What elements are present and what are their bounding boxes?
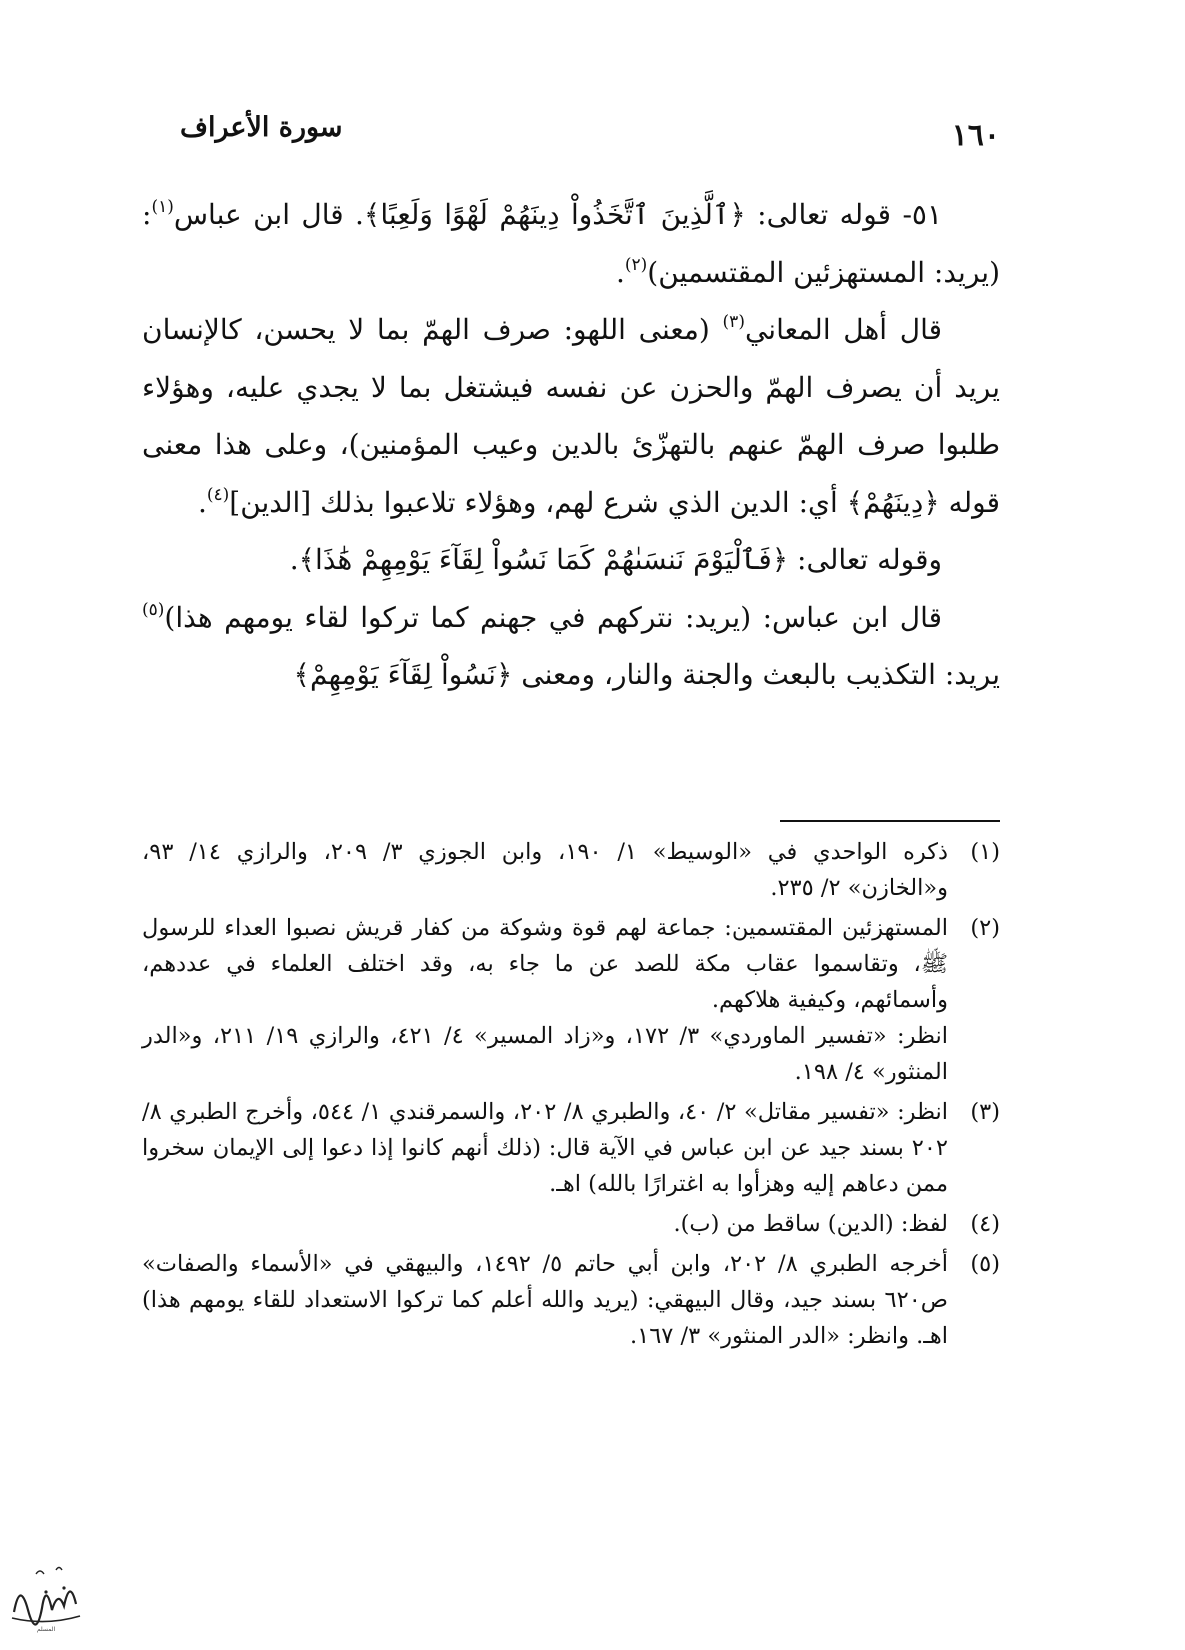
footnote-text: لفظ: (الدين) ساقط من (ب). xyxy=(673,1211,948,1237)
footnote-1 xyxy=(142,834,1000,906)
footnote-2 xyxy=(142,910,1000,1090)
footnote-3 xyxy=(142,1094,1000,1202)
footnote-number: (١) xyxy=(970,839,1000,865)
page-number: ١٦٠ xyxy=(951,118,1000,153)
footnote-number: (٣) xyxy=(970,1099,1000,1125)
footnote-5 xyxy=(142,1246,1000,1354)
footnote-text: ذكره الواحدي في «الوسيط» ١/ ١٩٠، وابن الجوزي ٣/ ٢٠٩، والرازي ١٤/ ٩٣، و«الخازن» ٢/ ٢٣٥. xyxy=(142,839,949,901)
footnote-number: (٢) xyxy=(970,915,1000,941)
footnote-text: أخرجه الطبري ٨/ ٢٠٢، وابن أبي حاتم ٥/ ١٤٩٢، والبيهقي في «الأسماء والصفات» ص٦٢٠ بسند جيد، وقال البيهقي: (يريد والله أعلم كما تركوا الاستعداد للقاء يومهم هذا) اهـ. وانظر: «الدر المنثور» ٣/ ١٦٧. xyxy=(142,1251,948,1349)
main-text xyxy=(142,186,1000,704)
footnote-reference: انظر: «تفسير الماوردي» ٣/ ١٧٢، و«زاد المسير» ٤/ ٤٢١، والرازي ١٩/ ٢١١، و«الدر المنثور» ٤/ ١٩٨. xyxy=(142,1023,948,1085)
footnote-marker-2[interactable]: (٢) xyxy=(624,254,648,275)
paragraph-4: قال ابن عباس: (يريد: نتركهم في جهنم كما تركوا لقاء يومهم هذا)$^{(٥)}$ يريد: التكذيب بالبعث والجنة والنار، ومعنى ﴿نَسُواْ لِقَآءَ يَوْمِهِمْ﴾ xyxy=(142,599,1000,691)
paragraph-3: وقوله تعالى: ﴿فَٱلْيَوْمَ نَنسَىٰهُمْ كَمَا نَسُواْ لِقَآءَ يَوْمِهِمْ هَٰذَا﴾. xyxy=(289,543,942,576)
page-header xyxy=(180,112,1000,162)
footnote-text: المستهزئين المقتسمين: جماعة لهم قوة وشوكة من كفار قريش نصبوا العداء للرسول ﷺ، وتقاسموا عقاب مكة للصد عن ما جاء به، وقد اختلف العلماء في عددهم، وأسمائهم، وكيفية هلاكهم. xyxy=(142,915,948,1013)
surah-title: سورة الأعراف xyxy=(180,112,343,143)
stamp-caption: المسلم xyxy=(36,1626,56,1633)
footnote-marker-1[interactable]: (١) xyxy=(151,197,174,217)
footnote-marker-4[interactable]: (٤) xyxy=(206,484,230,505)
footnote-number: (٥) xyxy=(970,1251,1000,1277)
footnote-text: انظر: «تفسير مقاتل» ٢/ ٤٠، والطبري ٨/ ٢٠٢، والسمرقندي ١/ ٥٤٤، وأخرج الطبري ٨/ ٢٠٢ بسند جيد عن ابن عباس في الآية قال: (ذلك أنهم كانوا إذا دعوا إلى الإيمان سخروا ممن دعاهم إليه وهزأوا به اغترارًا بالله) اهـ. xyxy=(142,1099,949,1197)
paragraph-2: قال أهل المعاني$^{(٣)}$ (معنى اللهو: صرف الهمّ بما لا يحسن، كالإنسان يريد أن يصرف الهمّ والحزن عن نفسه فيشتغل بما لا يجدي عليه، وهؤلاء طلبوا صرف الهمّ عنهم بالتهزّئ بالدين وعيب المؤمنين)، وعلى هذا معنى قوله ﴿دِينَهُمْ﴾ أي: الدين الذي شرع لهم، وهؤلاء تلاعبوا بذلك [الدين]$^{(٤)}$. xyxy=(142,312,1000,519)
footnote-separator xyxy=(780,820,1000,822)
footnote-marker-3[interactable]: (٣) xyxy=(722,312,745,332)
calligraphy-stamp-icon xyxy=(6,1560,84,1634)
footnote-4 xyxy=(142,1206,1000,1242)
footnote-marker-5[interactable]: (٥) xyxy=(142,599,165,620)
paragraph-1: ٥١- قوله تعالى: ﴿ٱلَّذِينَ ٱتَّخَذُواْ دِينَهُمْ لَهْوًا وَلَعِبًا﴾. قال ابن عباس$^{(١)}$: (يريد: المستهزئين المقتسمين)$^{(٢)}$. xyxy=(142,197,1000,289)
footnotes xyxy=(142,834,1000,1358)
footnote-number: (٤) xyxy=(970,1211,1000,1237)
